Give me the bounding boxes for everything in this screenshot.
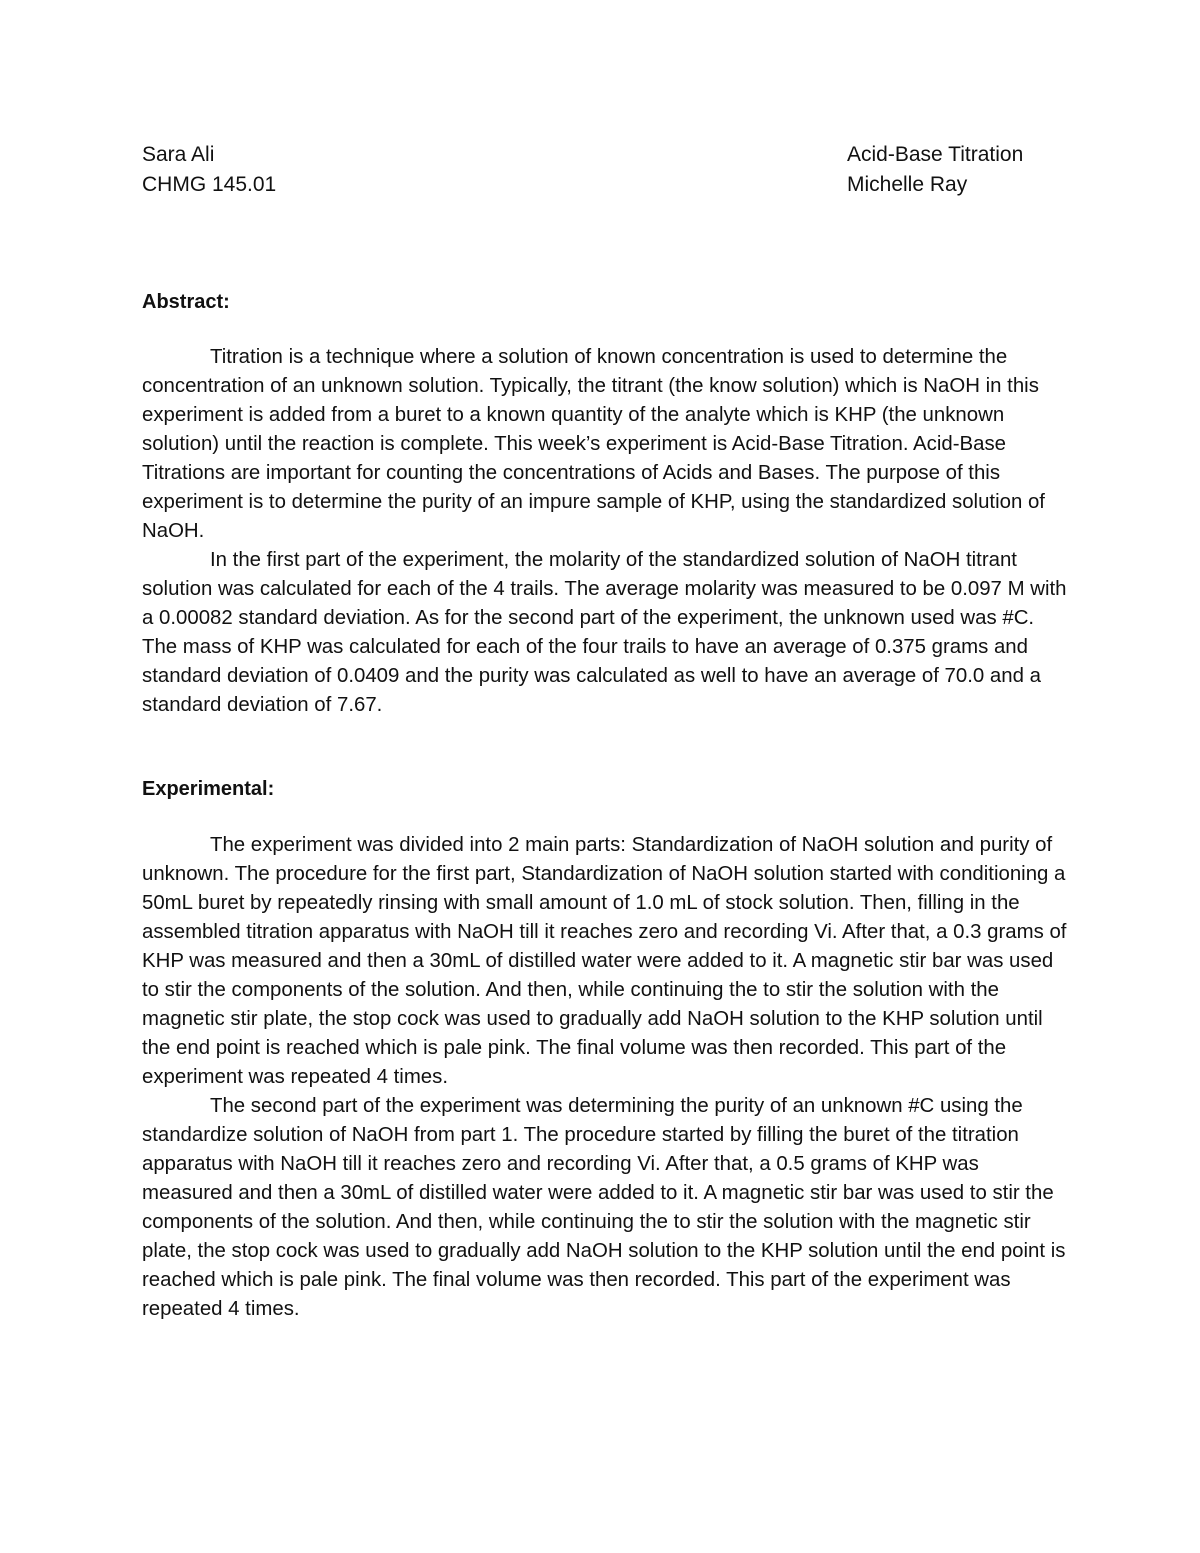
header-left-block xyxy=(142,140,276,200)
abstract-body xyxy=(142,343,1067,720)
author-name: Sara Ali xyxy=(142,143,215,166)
course-code: CHMG 145.01 xyxy=(142,173,277,196)
experimental-paragraph-2: The second part of the experiment was determining the purity of an unknown #C using the standardize solution of NaOH from part 1. The procedure started by filling the buret of the titration apparatus with NaOH till it reaches zero and recording Vi. After that, a 0.5 grams of KHP was measured and then a 30mL of distilled water were added to it. A magnetic stir bar was used to stir the components of the solution. And then, while continuing the to stir the solution with the magnetic stir plate, the stop cock was used to gradually add NaOH solution to the KHP solution until the end point is reached which is pale pink. The final volume was then recorded. This part of the experiment was repeated 4 times. xyxy=(142,1095,1066,1320)
instructor-name: Michelle Ray xyxy=(847,173,968,196)
abstract-paragraph-2: In the first part of the experiment, the molarity of the standardized solution of NaOH titrant solution was calculated for each of the 4 trails. The average molarity was measured to be 0.097 M with a 0.00082 standard deviation. As for the second part of the experiment, the unknown used was #C. The mass of KHP was calculated for each of the four trails to have an average of 0.375 grams and standard deviation of 0.0409 and the purity was calculated as well to have an average of 70.0 and a standard deviation of 7.67. xyxy=(142,549,1067,716)
abstract-heading: Abstract: xyxy=(142,291,230,313)
header-right-block xyxy=(847,140,1023,200)
report-title: Acid-Base Titration xyxy=(847,143,1024,166)
abstract-paragraph-1: Titration is a technique where a solution of known concentration is used to determine the concentration of an unknown solution. Typically, the titrant (the know solution) which is NaOH in this experiment is added from a buret to a known quantity of the analyte which is KHP (the unknown solution) until the reaction is complete. This week’s experiment is Acid-Base Titration. Acid-Base Titrations are important for counting the concentrations of Acids and Bases. The purpose of this experiment is to determine the purity of an impure sample of KHP, using the standardized solution of NaOH. xyxy=(142,346,1045,542)
experimental-heading: Experimental: xyxy=(142,778,275,800)
experimental-paragraph-1: The experiment was divided into 2 main parts: Standardization of NaOH solution and purity of unknown. The procedure for the first part, Standardization of NaOH solution started with conditioning a 50mL buret by repeatedly rinsing with small amount of 1.0 mL of stock solution. Then, filling in the assembled titration apparatus with NaOH till it reaches zero and recording Vi. After that, a 0.3 grams of KHP was measured and then a 30mL of distilled water were added to it. A magnetic stir bar was used to stir the components of the solution. And then, while continuing the to stir the solution with the magnetic stir plate, the stop cock was used to gradually add NaOH solution to the KHP solution until the end point is reached which is pale pink. The final volume was then recorded. This part of the experiment was repeated 4 times. xyxy=(142,834,1067,1088)
experimental-body xyxy=(142,831,1067,1324)
